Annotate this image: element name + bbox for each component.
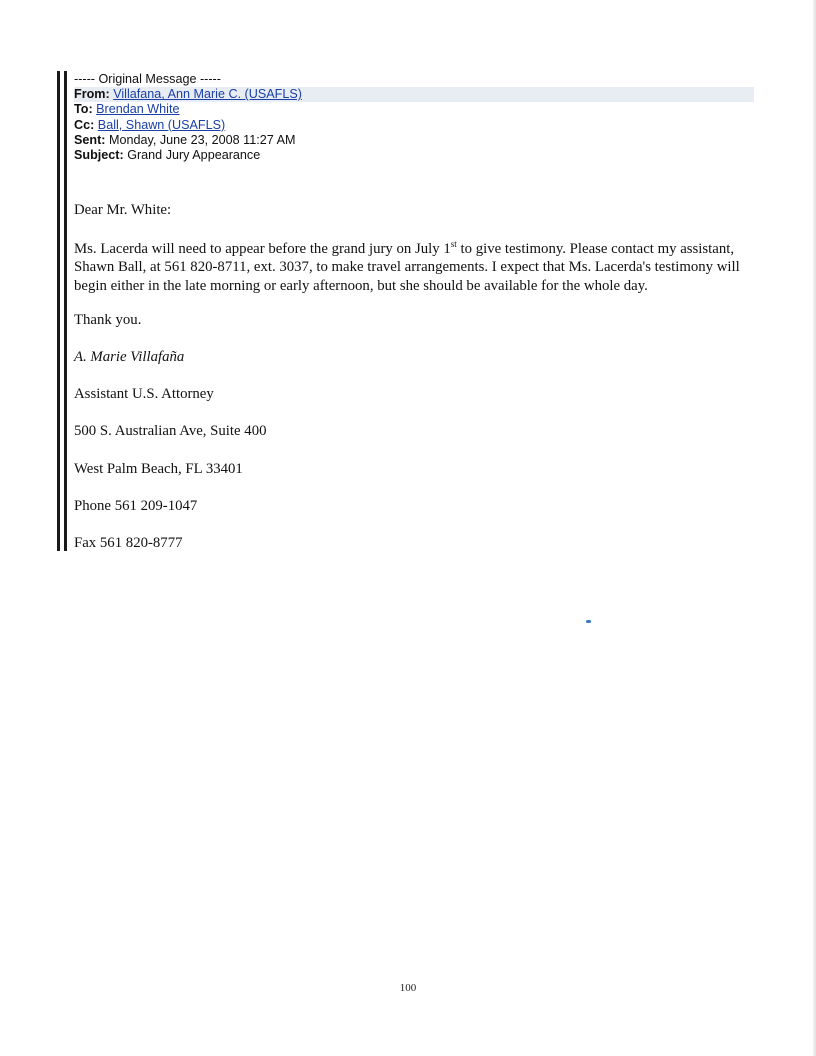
cc-label: Cc: <box>74 117 95 132</box>
from-label: From: <box>74 87 110 102</box>
subject-value: Grand Jury Appearance <box>127 148 261 163</box>
to-label: To: <box>74 102 93 117</box>
page-number: 100 <box>399 982 417 994</box>
body-paragraph-rest: to give testimony. Please contact my assistant, Shawn Ball, at 561 820-8711, ext. 3037, to make travel arrangements. I expect that Ms. Lacerda's testimony will begin either in the late morning or early afternoon, but she should be available for the whole day. <box>74 241 740 294</box>
body-paragraph-start: Ms. Lacerda will need to appear before the grand jury on July 1 <box>74 241 451 258</box>
closing: Thank you. <box>74 311 142 328</box>
from-link[interactable]: Villafana, Ann Marie C. (USAFLS) <box>113 87 302 102</box>
original-message-marker: ----- Original Message ----- <box>74 72 221 86</box>
to-link[interactable]: Brendan White <box>96 102 180 117</box>
subject-line <box>74 148 754 163</box>
signature-name: A. Marie Villafaña <box>74 348 185 365</box>
signature-fax: Fax 561 820-8777 <box>74 534 183 551</box>
signature-address-2: West Palm Beach, FL 33401 <box>74 460 243 477</box>
cc-line <box>74 118 754 133</box>
signature-title: Assistant U.S. Attorney <box>74 386 214 403</box>
ordinal-suffix: st <box>450 239 457 250</box>
salutation: Dear Mr. White: <box>74 202 172 218</box>
sent-value: Monday, June 23, 2008 11:27 AM <box>108 132 296 147</box>
quote-bar-inner <box>64 71 67 551</box>
sent-label: Sent: <box>74 132 106 147</box>
from-line <box>74 87 754 102</box>
signature-phone: Phone 561 209-1047 <box>74 497 198 514</box>
quote-bar-outer <box>57 71 60 551</box>
body-paragraph <box>74 235 744 295</box>
subject-label: Subject: <box>74 148 124 163</box>
to-line <box>74 102 754 117</box>
email-body <box>74 201 744 571</box>
email-header <box>74 72 754 163</box>
signature-address-1: 500 S. Australian Ave, Suite 400 <box>74 423 267 440</box>
cc-link[interactable]: Ball, Shawn (USAFLS) <box>97 117 226 132</box>
sent-line <box>74 133 754 148</box>
scan-speck <box>586 620 591 623</box>
